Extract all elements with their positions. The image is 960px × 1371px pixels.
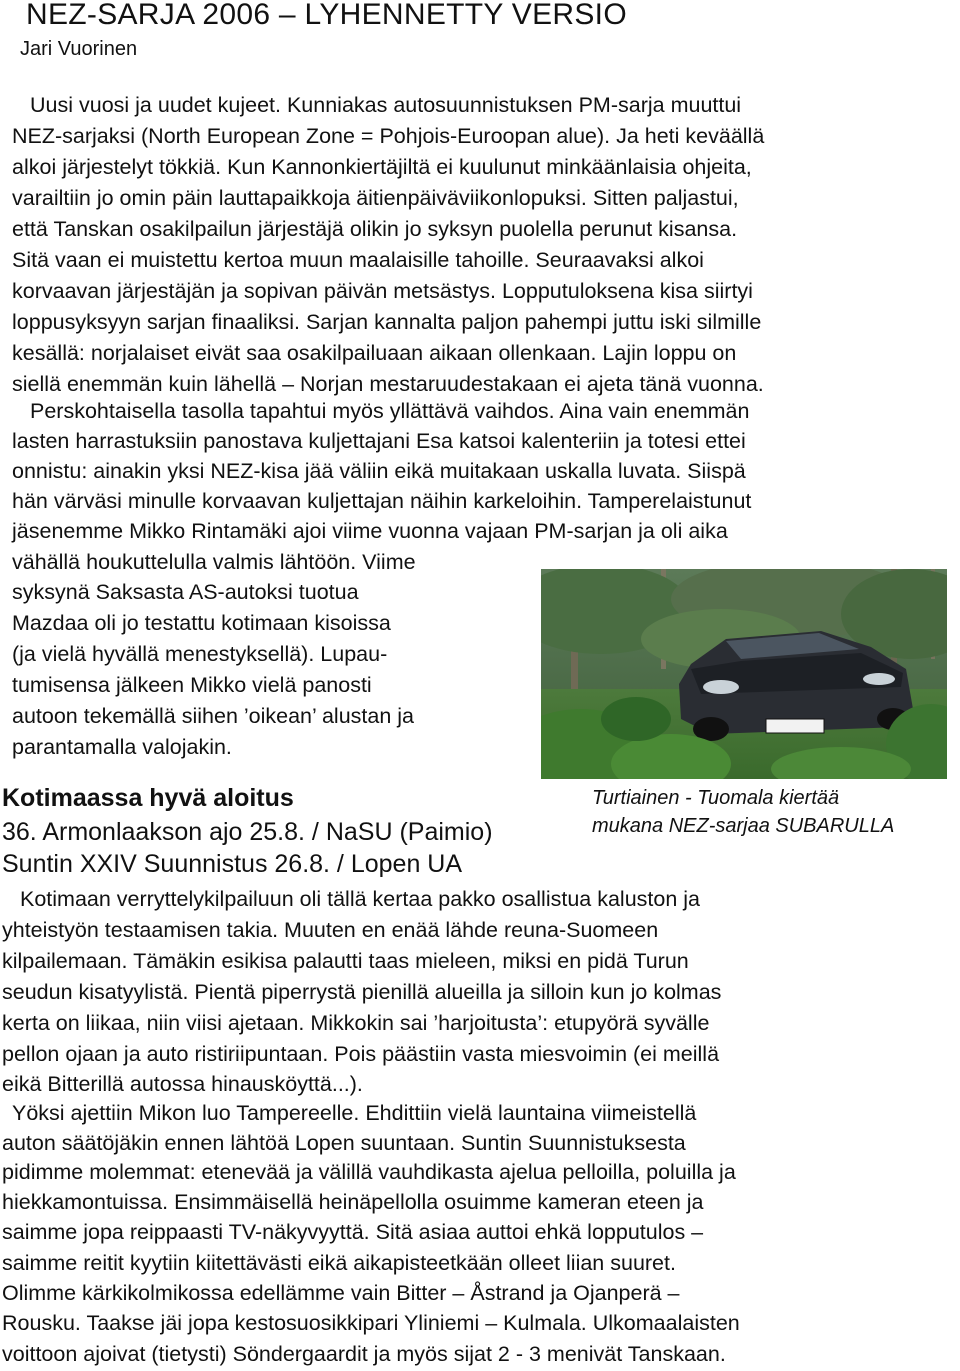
text-line: syksynä Saksasta AS-autoksi tuotua (12, 580, 359, 604)
event-line: Suntin XXIV Suunnistus 26.8. / Lopen UA (2, 850, 463, 878)
text-line: Yöksi ajettiin Mikon luo Tampereelle. Ehdittiin vielä launtaina viimeistellä (12, 1101, 697, 1125)
text-line: pellon ojaan ja auto ristiriipuntaan. Pois päästiin vasta miesvoimin (ei meillä (2, 1042, 720, 1066)
text-line: korvaavan järjestäjän ja sopivan päivän metsästys. Lopputuloksena kisa siirtyi (12, 279, 753, 303)
text-line: auton säätöjäkin ennen lähtöä Lopen suuntaan. Suntin Suunnistuksesta (2, 1131, 686, 1155)
text-line: tumisensa jälkeen Mikko vielä panosti (12, 673, 372, 697)
text-line: jäsenemme Mikko Rintamäki ajoi viime vuonna vajaan PM-sarjan ja oli aika (12, 519, 728, 543)
text-line: yhteistyön testaamisen takia. Muuten en enää lähde reuna-Suomeen (2, 918, 659, 942)
text-line: loppusyksyyn sarjan finaaliksi. Sarjan kannalta paljon pahempi juttu iski silmille (12, 310, 762, 334)
photo-caption-line: Turtiainen - Tuomala kiertää (592, 787, 840, 809)
text-line: lasten harrastuksiin panostava kuljettajani Esa katsoi kalenteriin ja totesi ettei (12, 429, 746, 453)
text-line: Kotimaan verryttelykilpailuun oli tällä kertaa pakko osallistua kaluston ja (20, 887, 700, 911)
text-line: vähällä houkuttelulla valmis lähtöön. Viime (12, 550, 416, 574)
text-line: onnistu: ainakin yksi NEZ-kisa jää väliin eikä muitakaan uskalla luvata. Siispä (12, 459, 746, 483)
text-line: Sitä vaan ei muistettu kertoa muun maalaisille tahoille. Seuraavaksi alkoi (12, 248, 704, 272)
photo-caption-line: mukana NEZ-sarjaa SUBARULLA (592, 815, 895, 837)
text-line: kerta on liikaa, niin viisi ajetaan. Mikkokin sai ’harjoitusta’: etupyörä syvälle (2, 1011, 710, 1035)
text-line: NEZ-sarjaksi (North European Zone = Pohjois-Euroopan alue). Ja heti keväällä (12, 124, 765, 148)
text-line: siellä enemmän kuin lähellä – Norjan mestaruudestakaan ei ajeta tänä vuonna. (12, 372, 764, 396)
text-line: Mazdaa oli jo testattu kotimaan kisoissa (12, 611, 391, 635)
text-line: että Tanskan osakilpailun järjestäjä olikin jo syksyn puolella perunut kisansa. (12, 217, 738, 241)
car-photo (541, 569, 947, 779)
text-line: kesällä: norjalaiset eivät saa osakilpailuaan aikaan ollenkaan. Lajin loppu on (12, 341, 737, 365)
text-line: voittoon ajoivat (tietysti) Söndergaardit ja myös sijat 2 - 3 menivät Tanskaan. (2, 1342, 726, 1366)
event-line: 36. Armonlaakson ajo 25.8. / NaSU (Paimio) (2, 818, 493, 846)
text-line: Rousku. Taakse jäi jopa kestosuosikkipari Yliniemi – Kulmala. Ulkomaalaisten (2, 1311, 740, 1335)
text-line: seudun kisatyylistä. Pientä piperrystä pienillä alueilla ja silloin kun jo kolmas (2, 980, 722, 1004)
text-line: autoon tekemällä siihen ’oikean’ alustan ja (12, 704, 414, 728)
text-line: varailtiin jo omin päin lauttapaikkoja äitienpäiväviikonlopuksi. Sitten paljastui, (12, 186, 739, 210)
section-heading: Kotimaassa hyvä aloitus (2, 784, 294, 812)
text-line: hiekkamontuissa. Ensimmäisellä heinäpellolla osuimme kameran eteen ja (2, 1190, 704, 1214)
text-line: parantamalla valojakin. (12, 735, 232, 759)
text-line: Perskohtaisella tasolla tapahtui myös yllättävä vaihdos. Aina vain enemmän (30, 399, 750, 423)
author-name: Jari Vuorinen (20, 38, 138, 60)
text-line: kilpailemaan. Tämäkin esikisa palautti taas mieleen, miksi en pidä Turun (2, 949, 689, 973)
document-title: NEZ-SARJA 2006 – LYHENNETTY VERSIO (26, 0, 627, 31)
text-line: hän värväsi minulle korvaavan kuljettajan näihin karkeloihin. Tamperelaistunut (12, 489, 752, 513)
text-line: pidimme molemmat: etenevää ja välillä vauhdikasta ajelua pelloilla, poluilla ja (2, 1160, 736, 1184)
text-line: saimme jopa reippaasti TV-näkyvyyttä. Sitä asiaa auttoi ehkä lopputulos – (2, 1220, 704, 1244)
text-line: saimme reitit kyytiin kiitettävästi eikä aikapisteetkään olleet liian suuret. (2, 1251, 676, 1275)
text-line: (ja vielä hyvällä menestyksellä). Lupau- (12, 642, 388, 666)
text-line: alkoi järjestelyt tökkiä. Kun Kannonkiertäjiltä ei kuulunut minkäänlaisia ohjeita, (12, 155, 752, 179)
text-line: eikä Bitterillä autossa hinausköyttä...). (2, 1072, 363, 1096)
text-line: Uusi vuosi ja uudet kujeet. Kunniakas autosuunnistuksen PM-sarja muuttui (30, 93, 742, 117)
text-line: Olimme kärkikolmikossa edellämme vain Bitter – Åstrand ja Ojanperä – (2, 1281, 680, 1305)
